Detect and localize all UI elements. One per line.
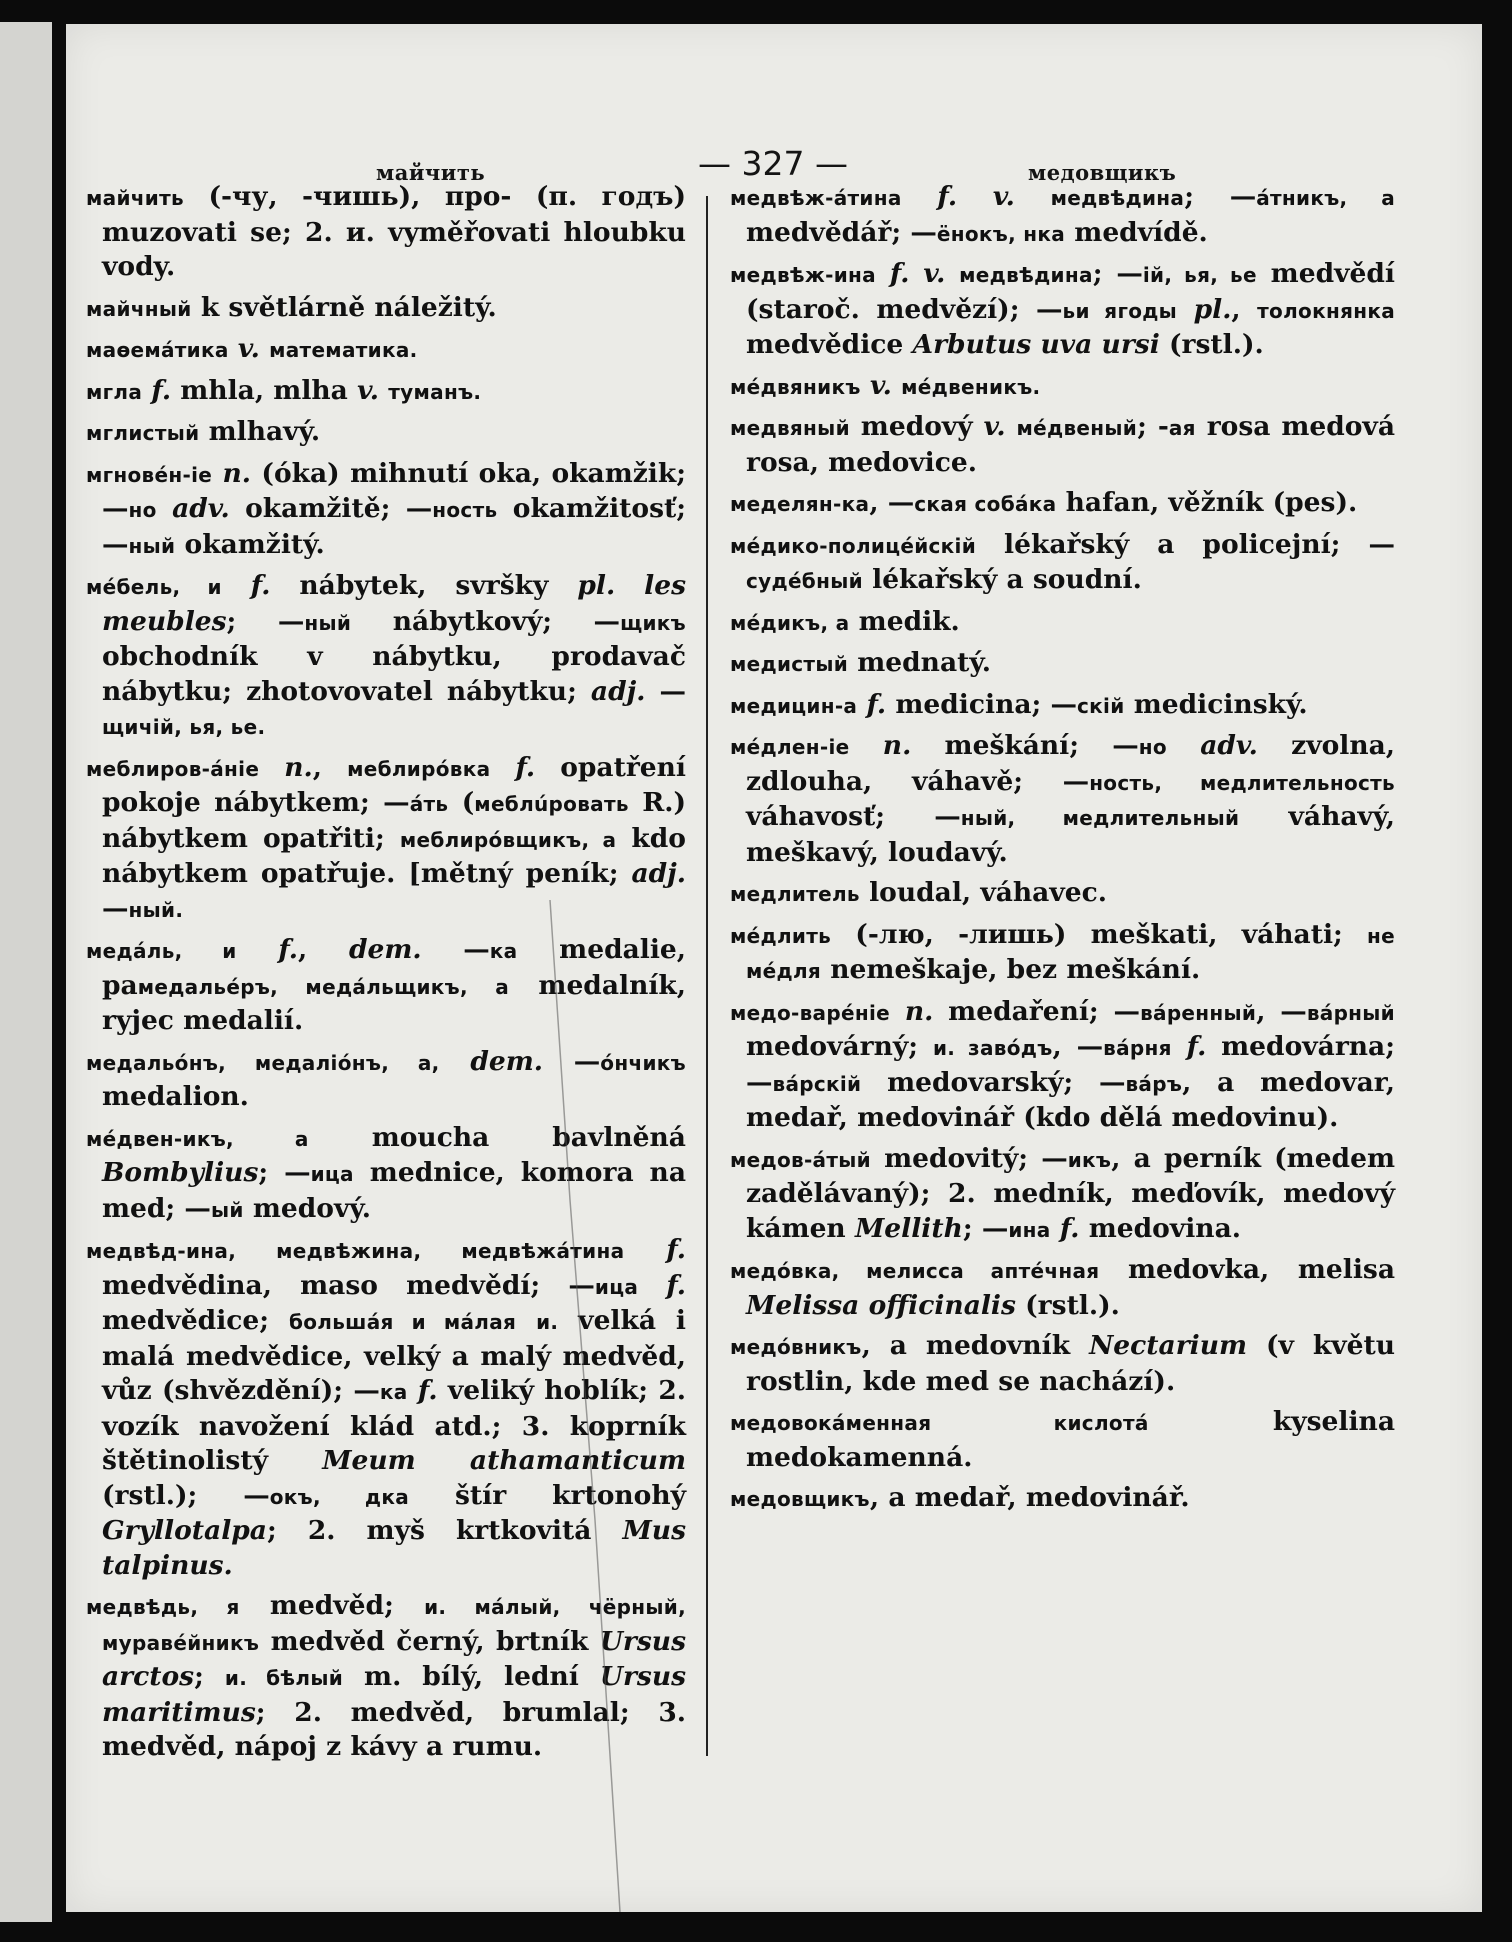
entry-text: , [312, 751, 348, 783]
entry-italic: adv. [172, 493, 230, 524]
entry-headword: ина [1008, 1217, 1051, 1242]
entry-text: — [102, 892, 129, 924]
entry-text: ; — [962, 1212, 1009, 1244]
entry-text: váhavosť; — [746, 801, 961, 832]
entry-italic: dem. [470, 1045, 544, 1077]
entry-headword: медальéръ, медáльщикъ, а [137, 974, 510, 999]
entry-headword: медвѣж-áтина [730, 186, 902, 210]
entry-headword: медвѣд-ина, медвѣжина, медвѣжáтина [86, 1239, 625, 1263]
dictionary-entry [86, 1589, 686, 1765]
entry-headword: вáрня [1103, 1036, 1172, 1060]
entry-text: medvěd; [239, 1590, 425, 1621]
entry-headword: медальóнъ, медаліóнъ, а, [86, 1050, 440, 1075]
entry-headword: áть [409, 792, 449, 816]
dictionary-entry [730, 257, 1395, 363]
entry-text [212, 458, 222, 489]
header-left-guide-word: мaйчить [376, 160, 486, 185]
entry-headword: óнчикъ [600, 1050, 686, 1075]
entry-text: medicinský. [1124, 688, 1308, 720]
entry-italic: pl. [1193, 293, 1232, 325]
entry-text: k světlárně náležitý. [191, 291, 497, 323]
entry-italic: f. [278, 934, 298, 965]
entry-text [910, 258, 924, 289]
dictionary-entry [730, 180, 1395, 251]
dictionary-entry [86, 415, 686, 451]
entry-headword: ица [594, 1274, 639, 1299]
entry-italic: pl. [577, 570, 616, 601]
dictionary-entry [86, 569, 686, 745]
entry-italic: f. [417, 1375, 438, 1406]
dictionary-entry [730, 1405, 1395, 1475]
entry-headword: медистый [730, 652, 849, 676]
entry-headword: скій [1077, 693, 1125, 718]
dictionary-entry [86, 332, 686, 368]
entry-headword: медáль, и [86, 939, 237, 963]
entry-italic: Ursus arctos [102, 1625, 686, 1692]
entry-text [1006, 411, 1017, 442]
dictionary-entry [730, 1329, 1395, 1399]
entry-text [624, 1234, 666, 1265]
entry-text: nábytek, svršky [270, 570, 578, 601]
entry-text [157, 493, 172, 524]
entry-text: (-чу, -чишь), про- (п. годъ) muzovati se; 2. и. vyměřovati hloubku vody. [102, 181, 686, 282]
entry-italic: f. [1059, 1212, 1080, 1244]
entry-text: m. bílý, lední [343, 1661, 600, 1692]
entry-text [890, 996, 905, 1027]
entry-text: váhavý, meškavý, loudavý. [746, 801, 1395, 868]
entry-headword: медо-варéніе [730, 1000, 890, 1025]
entry-headword: ка [489, 939, 518, 963]
entry-headword: мглистый [86, 421, 200, 445]
entry-text: , a medovník [861, 1330, 1090, 1361]
entry-text: , — [1052, 1031, 1104, 1062]
entry-text: — [645, 675, 686, 707]
header-right-guide-word: медовщикъ [1028, 160, 1177, 185]
entry-text: hafan, věžník (pes). [1056, 487, 1358, 518]
entry-headword: и. бѣлый [224, 1666, 344, 1690]
entry-headword: ность [432, 498, 498, 522]
entry-headword: медвѣдина [1050, 186, 1185, 210]
entry-headword: медвѣдина [959, 263, 1093, 287]
entry-headword: ный [304, 610, 352, 635]
entry-text: (v květu rostlin, kde med se nachází). [746, 1330, 1395, 1397]
entry-italic: f. [151, 374, 172, 406]
entry-text: nábytkový; — [351, 605, 621, 637]
dictionary-entry [730, 1253, 1395, 1323]
dictionary-entry [730, 729, 1395, 870]
dictionary-entry [730, 1142, 1395, 1248]
entry-italic: n. [222, 457, 252, 489]
entry-text: medový [849, 411, 984, 442]
entry-text: mednice, komora na med; — [102, 1157, 686, 1224]
dictionary-entry [730, 605, 1395, 641]
entry-text: (rstl.). [1015, 1289, 1120, 1321]
entry-headword: ёнокъ, нка [936, 221, 1066, 246]
entry-headword: медлитель [730, 882, 860, 906]
entry-text [222, 570, 251, 601]
entry-headword: мгновéн-іе [86, 462, 213, 487]
entry-text: ; [194, 1661, 225, 1692]
column-divider [706, 196, 708, 1756]
dictionary-entry [86, 751, 686, 928]
entry-italic: adj. [631, 858, 686, 889]
entry-headword: и. завóдъ [932, 1036, 1053, 1060]
entry-italic: Meum athamanticum [322, 1445, 686, 1476]
entry-headword: но [128, 498, 157, 522]
entry-italic: v. [983, 411, 1006, 442]
entry-italic: Nectarium [1089, 1330, 1248, 1361]
entry-italic: f. [889, 258, 910, 289]
entry-headword: медóвникъ [730, 1335, 862, 1359]
entry-headword: ный. [128, 897, 184, 922]
entry-headword: мéдикъ, а [730, 610, 850, 635]
entry-text: obchodník v nábytku, prodavač nábytku; zhotovovatel nábytku; [102, 641, 686, 707]
entry-text: (-лю, -лишь) meškati, váhati; [831, 918, 1368, 950]
running-header [66, 124, 1482, 184]
entry-headword: вáрскій [772, 1071, 862, 1096]
entry-text: medovitý; — [870, 1142, 1068, 1174]
entry-text: lékařský a policejní; — [976, 528, 1395, 560]
entry-text: loudal, váhavec. [859, 877, 1107, 908]
entry-italic: Mus talpinus. [102, 1515, 686, 1581]
entry-text: medovina. [1079, 1212, 1241, 1244]
entry-headword: мгла [86, 379, 143, 404]
entry-headword: ый [210, 1197, 244, 1222]
entry-text: medvědice [746, 329, 913, 360]
entry-headword: и. [536, 1310, 559, 1334]
entry-headword: маѳемáтика [86, 338, 229, 362]
entry-italic: Ursus maritimus [102, 1661, 687, 1728]
entry-text [850, 730, 883, 761]
entry-headword: медвяный [730, 416, 850, 440]
entry-text: veliký hoblík; 2. vozík navožení klád atd.; 3. koprník štětinolistý [102, 1375, 686, 1476]
entry-text [861, 370, 870, 401]
dictionary-entry [730, 688, 1395, 724]
entry-text: , — [869, 487, 915, 518]
entry-italic: f. [666, 1234, 686, 1265]
entry-italic: f. [1186, 1031, 1207, 1062]
entry-italic: v. [992, 181, 1015, 212]
entry-headword: медвѣж-ина [730, 263, 876, 287]
entry-text [1177, 294, 1194, 325]
entry-text: ; - [1137, 411, 1169, 442]
entry-headword: ьи ягоды [1062, 298, 1178, 323]
entry-headword: медовокáменная кислотá [730, 1411, 1149, 1435]
entry-italic: Mellith [854, 1212, 963, 1244]
entry-text: , [298, 934, 349, 965]
entry-italic: f. [866, 688, 887, 720]
left-column [86, 180, 686, 1771]
dictionary-entry [86, 933, 686, 1039]
entry-text: (óka) mihnutí oka, okamžik; — [102, 457, 686, 524]
entry-headword: щичій, ья, ье. [102, 715, 266, 739]
entry-headword: медовщикъ [730, 1487, 870, 1511]
dictionary-entry [730, 369, 1395, 405]
entry-headword: туманъ. [388, 379, 482, 404]
entry-text: štír krtonohý [409, 1479, 687, 1511]
entry-text: zvolna, zdlouha, váhavě; — [746, 730, 1395, 797]
entry-headword: вáръ [1125, 1071, 1183, 1096]
dictionary-entry [730, 646, 1395, 682]
entry-text [259, 752, 284, 783]
entry-headword: áтникъ, а [1256, 186, 1396, 210]
entry-text [490, 752, 515, 783]
entry-text: mlhavý. [199, 416, 321, 447]
entry-headword: вáрный [1306, 1000, 1395, 1025]
entry-italic: Arbutus uva ursi [912, 329, 1160, 360]
entry-headword: щикъ [620, 610, 686, 635]
dictionary-entry [730, 528, 1395, 599]
entry-text: medvědí (staroč. medvězí); — [746, 258, 1395, 325]
dictionary-entry [730, 918, 1395, 989]
entry-text: medvědina, maso medvědí; — [102, 1269, 595, 1301]
dictionary-entry [86, 1233, 686, 1583]
entry-text: R.) nábytkem opatřiti; [102, 787, 687, 854]
entry-headword: мéдлить [730, 923, 832, 948]
entry-headword: мéдвен-икъ, а [86, 1126, 309, 1151]
entry-text: medalie, pa [102, 934, 686, 1001]
entry-text: ; — [1184, 181, 1257, 212]
entry-headword: не мéдля [746, 923, 1395, 983]
dictionary-entry [86, 374, 686, 410]
entry-text: medicina; — [886, 688, 1078, 720]
dictionary-entry [86, 457, 686, 564]
dictionary-entry [86, 1121, 686, 1228]
entry-italic: v. [923, 258, 946, 289]
dictionary-entry [730, 486, 1395, 522]
entry-text [1167, 730, 1200, 761]
entry-text: , — [1256, 995, 1307, 1027]
entry-italic: f. [250, 570, 271, 601]
entry-text [440, 1046, 471, 1077]
entry-text: ; 2. medvěd, brumlal; 3. medvěd, nápoj z kávy a rumu. [102, 1696, 686, 1762]
entry-text: mednatý. [848, 647, 991, 678]
entry-italic: les meubles [102, 570, 686, 637]
entry-headword: ка [379, 1380, 408, 1404]
dictionary-entry [730, 410, 1395, 480]
entry-text: medovárný; [746, 1031, 933, 1062]
entry-italic: f. [937, 181, 958, 212]
entry-headword: мaйчить [86, 186, 184, 210]
entry-text: ( [448, 787, 475, 818]
dictionary-entry [86, 180, 686, 285]
page-number: — 327 — [698, 144, 848, 183]
entry-headword: мéдвеный [1016, 416, 1138, 440]
entry-text [408, 1375, 418, 1406]
entry-headword: ный [128, 533, 176, 558]
right-column [730, 180, 1395, 1523]
entry-text [1051, 1213, 1060, 1244]
entry-text: lékařský a soudní. [862, 564, 1142, 595]
entry-text: medalion. [102, 1081, 249, 1112]
entry-italic: Gryllotalpa [102, 1515, 267, 1546]
entry-text [615, 570, 644, 601]
entry-headword: мéдлен-іе [730, 735, 850, 759]
entry-text: (rstl.). [1159, 329, 1264, 360]
entry-text: medovarský; — [861, 1066, 1126, 1098]
entry-headword: толокнянка [1257, 298, 1395, 323]
entry-headword: меблиров-áніе [86, 756, 260, 781]
entry-italic: dem. [348, 934, 422, 965]
entry-italic: Bombylius [102, 1157, 259, 1188]
entry-text: moucha bavlněná [308, 1121, 686, 1153]
entry-text: , [1231, 293, 1258, 325]
entry-text: medik. [849, 605, 960, 637]
entry-text: , a medovar, medař, medovinář (kdo dělá medovinu). [746, 1066, 1395, 1133]
entry-headword: ный, медлительный [960, 806, 1240, 830]
entry-italic: n. [904, 995, 934, 1027]
entry-headword: математика. [269, 338, 418, 362]
entry-italic: f. [515, 751, 536, 783]
entry-text: okamžitě; — [229, 493, 433, 524]
entry-headword: мéдвеникъ. [901, 374, 1041, 399]
entry-text: , a perník (medem zadělávaný); 2. medník, meďovík, medový kámen [746, 1142, 1395, 1244]
entry-text: — [421, 934, 490, 965]
entry-headword: мéдико-полицéйскій [730, 533, 977, 558]
entry-text: velká i malá medvědice, velký a malý medvěd, vůz (shvězdění); — [102, 1305, 686, 1406]
entry-headword: и. мáлый, чёрный, муравéйникъ [102, 1595, 687, 1655]
entry-text [379, 375, 388, 406]
entry-headword: медов-áтый [730, 1147, 871, 1172]
entry-headword: мaйчный [86, 296, 192, 321]
entry-text: , a medař, medovinář. [869, 1482, 1190, 1513]
entry-text: medovárna; — [746, 1031, 1395, 1098]
entry-text: — [543, 1045, 601, 1077]
entry-text: ; — [1092, 258, 1143, 289]
entry-headword: большáя и мáлая [288, 1310, 517, 1334]
entry-italic: n. [882, 730, 912, 761]
entry-text: nemeškaje, bez meškání. [821, 954, 1201, 985]
entry-text: medaření; — [933, 995, 1141, 1027]
entry-headword: меблирóвка [347, 756, 491, 781]
entry-headword: ская собáка [914, 492, 1057, 516]
entry-italic: adv. [1200, 730, 1258, 761]
entry-italic: n. [284, 751, 313, 783]
entry-headword: ность, медлительность [1089, 770, 1395, 795]
dictionary-entry [730, 876, 1395, 912]
entry-headword: мéдвяникъ [730, 374, 861, 399]
adjacent-page-edge [0, 22, 52, 1922]
entry-text [945, 258, 959, 289]
entry-italic: adj. [590, 675, 646, 707]
entry-text: medvěd černý, brtník [259, 1625, 600, 1657]
entry-headword: вáренный [1140, 1000, 1257, 1025]
entry-text: okamžitosť; — [102, 493, 687, 560]
entry-text [1172, 1031, 1187, 1062]
dictionary-entry [86, 291, 686, 327]
entry-text: medvídě. [1065, 216, 1208, 248]
entry-text: okamžitý. [175, 528, 325, 560]
entry-text [902, 181, 938, 212]
entry-text: ; — [226, 605, 305, 637]
dictionary-entry [86, 1045, 686, 1115]
entry-text: meškání; — [911, 730, 1139, 761]
entry-headword: окъ, дка [269, 1484, 410, 1509]
dictionary-entry [730, 995, 1395, 1136]
entry-italic: v. [869, 369, 892, 401]
entry-text: ; 2. myš krtkovitá [266, 1515, 623, 1546]
entry-italic: f. [666, 1269, 686, 1301]
entry-text [142, 375, 151, 406]
entry-text [957, 181, 993, 212]
entry-text: kdo nábytkem opatřuje. [mětný peník; [102, 822, 686, 889]
entry-text: medvědář; — [746, 216, 937, 248]
entry-italic: v. [357, 374, 380, 406]
entry-headword: ица [310, 1162, 354, 1186]
entry-headword: мéбель, и [86, 575, 222, 599]
entry-text: medvědice; [102, 1305, 289, 1336]
entry-headword: судéбный [746, 569, 863, 593]
entry-text [638, 1270, 666, 1301]
entry-text: opatření pokoje nábytkem; — [102, 751, 686, 818]
entry-italic: v. [237, 333, 260, 364]
entry-headword: ій, ья, ье [1142, 263, 1257, 287]
entry-text [1015, 181, 1051, 212]
entry-headword: медвѣдь, я [86, 1595, 240, 1619]
entry-headword: икъ [1067, 1147, 1112, 1172]
entry-headword: медóвка, мелисса аптéчная [730, 1259, 1100, 1283]
entry-headword: меблúровать [474, 792, 629, 816]
entry-headword: медицин-а [730, 693, 858, 718]
entry-text [892, 370, 901, 401]
entry-headword: ая [1168, 416, 1196, 440]
entry-text [876, 258, 890, 289]
entry-italic: Melissa officinalis [746, 1289, 1016, 1321]
entry-headword: меблирóвщикъ, а [399, 827, 617, 852]
entry-text: medový. [243, 1192, 371, 1224]
entry-text [260, 333, 269, 364]
entry-headword: но [1138, 735, 1167, 759]
entry-text [237, 934, 279, 965]
entry-headword: меделян-ка [730, 492, 870, 516]
entry-text: medalník, ryjec medalií. [102, 969, 686, 1036]
entry-text [229, 333, 238, 364]
entry-text: mhla, mlha [171, 374, 358, 406]
entry-text: kyselina medokamenná. [746, 1406, 1395, 1473]
entry-text [516, 1305, 536, 1336]
entry-text: (rstl.); — [102, 1479, 270, 1511]
entry-text: medovka, melisa [1099, 1254, 1395, 1285]
entry-text: ; — [258, 1157, 311, 1188]
dictionary-entry [730, 1481, 1395, 1517]
entry-text: rosa medová rosa, medovice. [746, 411, 1396, 478]
